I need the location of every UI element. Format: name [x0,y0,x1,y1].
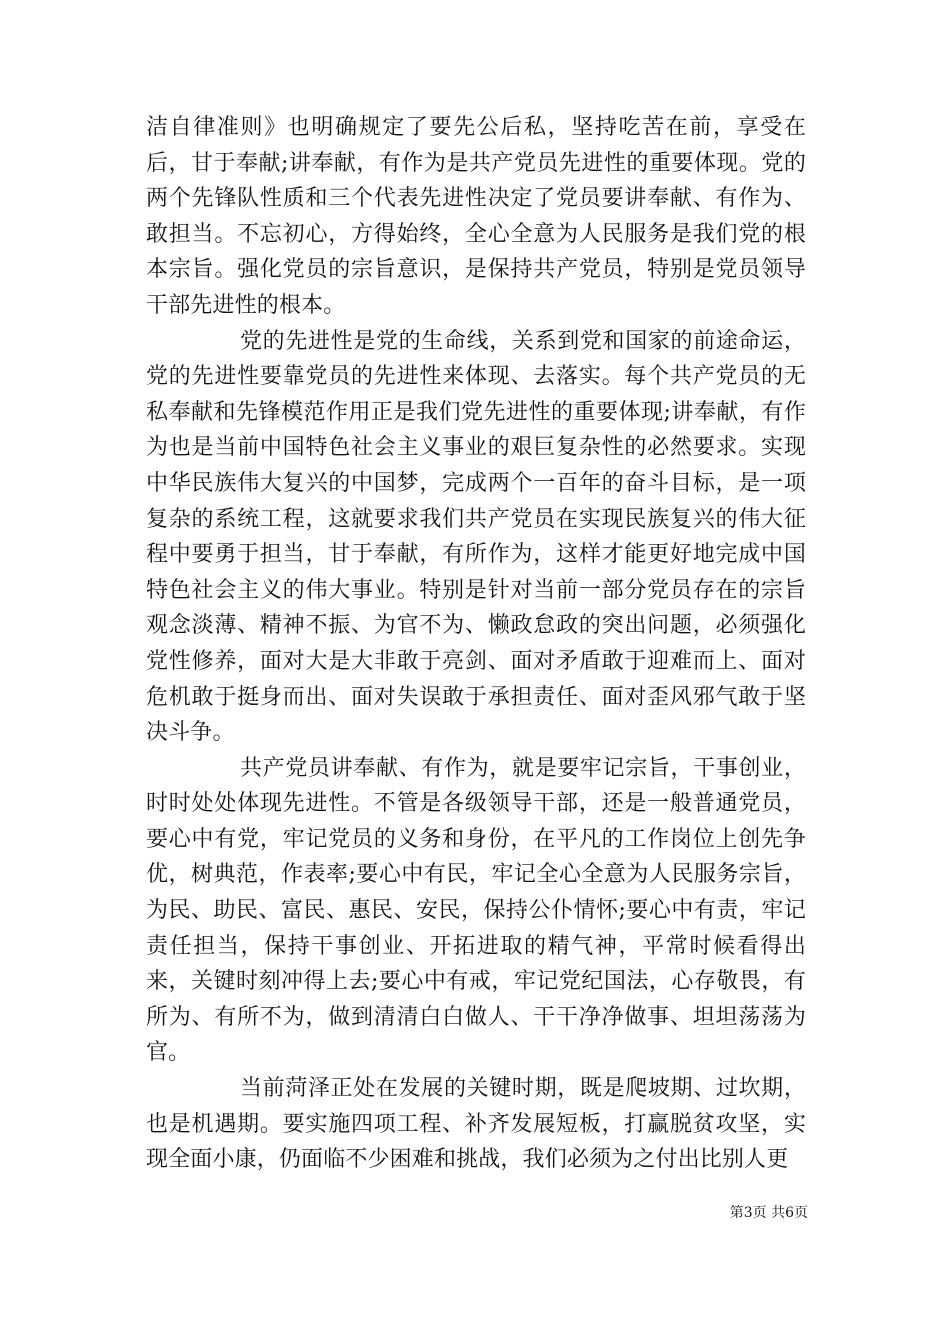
footer-current-page: 3 [743,1205,753,1221]
paragraph-3: 共产党员讲奉献、有作为，就是要牢记宗旨，干事创业，时时处处体现先进性。不管是各级领导干部，还是一般普通党员，要心中有党，牢记党员的义务和身份，在平凡的工作岗位上创先争优，树典范，作表率;要心中有民，牢记全心全意为人民服务宗旨，为民、助民、富民、惠民、安民，保持公仆情怀;要心中有责，牢记责任担当，保持干事创业、开拓进取的精气神，平常时候看得出来，关键时刻冲得上去;要心中有戒，牢记党纪国法，心存敬畏，有所为、有所不为，做到清清白白做人、干干净净做事、坦坦荡荡为官。 [146,755,806,1066]
footer-middle: 页 共 [752,1205,786,1221]
paragraph-1: 洁自律准则》也明确规定了要先公后私，坚持吃苦在前，享受在后，甘于奉献;讲奉献，有作为是共产党员先进性的重要体现。党的两个先锋队性质和三个代表先进性决定了党员要讲奉献、有作为、敢担当。不忘初心，方得始终，全心全意为人民服务是我们党的根本宗旨。强化党员的宗旨意识，是保持共产党员，特别是党员领导干部先进性的根本。 [146,115,806,318]
footer-prefix: 第 [729,1205,744,1221]
footer-total-pages: 6 [785,1205,794,1221]
document-body [146,110,806,1178]
footer-suffix: 页 [794,1205,808,1221]
page-number-footer [690,1204,808,1222]
paragraph-2: 党的先进性是党的生命线，关系到党和国家的前途命运，党的先进性要靠党员的先进性来体现、去落实。每个共产党员的无私奉献和先锋模范作用正是我们党先进性的重要体现;讲奉献，有作为也是当前中国特色社会主义事业的艰巨复杂性的必然要求。实现中华民族伟大复兴的中国梦，完成两个一百年的奋斗目标，是一项复杂的系统工程，这就要求我们共产党员在实现民族复兴的伟大征程中要勇于担当，甘于奉献，有所作为，这样才能更好地完成中国特色社会主义的伟大事业。特别是针对当前一部分党员存在的宗旨观念淡薄、精神不振、为官不为、懒政怠政的突出问题，必须强化党性修养，面对大是大非敢于亮剑、面对矛盾敢于迎难而上、面对危机敢于挺身而出、面对失误敢于承担责任、面对歪风邪气敢于坚决斗争。 [146,328,806,746]
paragraph-4: 当前菏泽正处在发展的关键时期，既是爬坡期、过坎期，也是机遇期。要实施四项工程、补齐发展短板，打赢脱贫攻坚，实现全面小康，仍面临不少困难和挑战，我们必须为之付出比别人更 [146,1076,806,1173]
